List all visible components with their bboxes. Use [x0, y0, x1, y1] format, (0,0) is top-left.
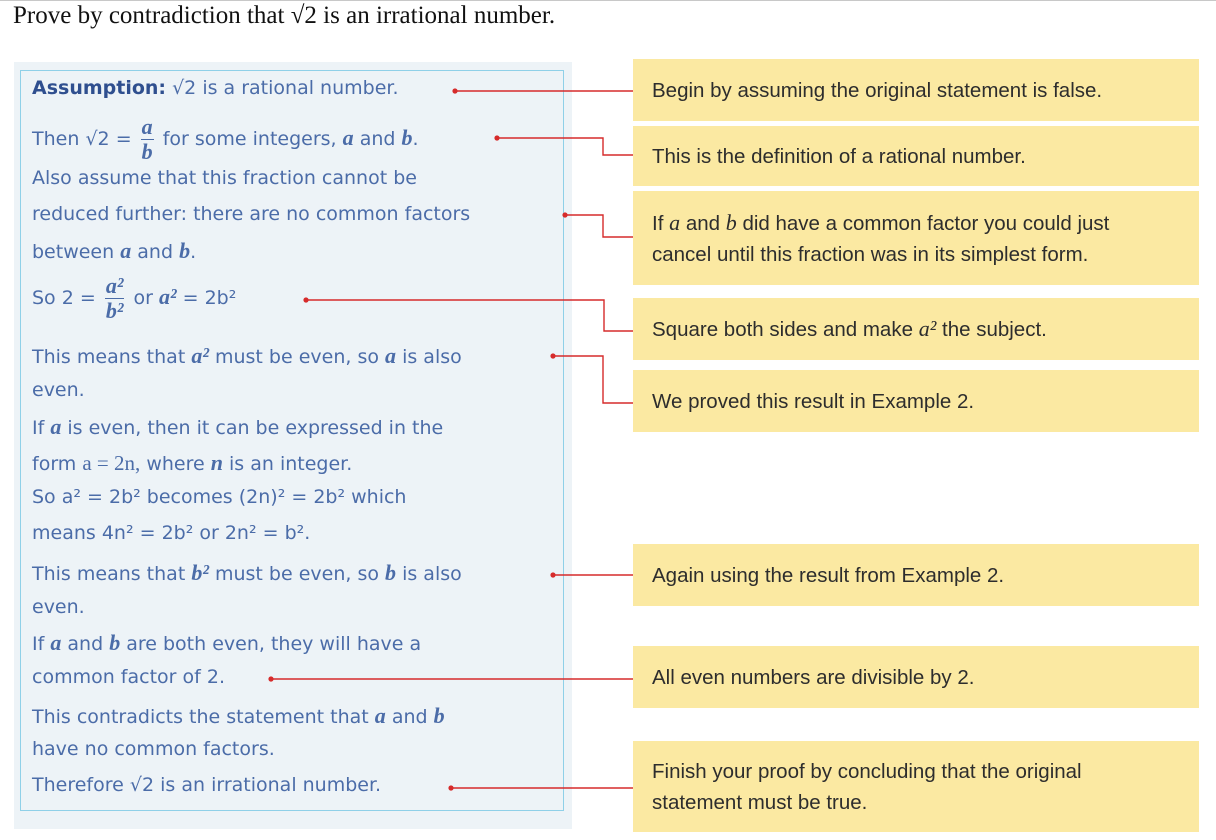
numerator: a: [141, 114, 153, 139]
proof-text: or: [133, 287, 153, 309]
proof-text: between: [32, 241, 115, 263]
denominator: b: [141, 139, 153, 164]
sqrt2: √2: [85, 128, 110, 150]
proof-text: are both even, they will have a: [126, 633, 422, 655]
callout-assumption: [633, 59, 1199, 121]
sqrt2: √2: [129, 774, 155, 796]
proof-text: and: [359, 128, 396, 150]
var-a-squared: a²: [918, 316, 937, 341]
callout-text: Again using the result from Example 2.: [652, 563, 1005, 587]
callout-text: We proved this result in Example 2.: [652, 389, 975, 413]
fraction-a2-over-b2: [105, 275, 125, 322]
proof-line: even.: [32, 596, 85, 618]
proof-text: = 2b²: [182, 287, 237, 309]
top-rule: [0, 0, 1216, 1]
proof-text: is a rational number.: [202, 77, 399, 99]
proof-text: form: [32, 453, 77, 475]
callout-text: Square both sides and make: [652, 318, 913, 341]
callout-text: did have a common factor you could just: [742, 211, 1110, 235]
callout-text: Begin by assuming the original statement is false.: [652, 78, 1103, 102]
sqrt2: √2: [172, 77, 197, 99]
var-b: b: [109, 630, 121, 655]
proof-line: means 4n² = 2b² or 2n² = b².: [32, 522, 311, 544]
proof-line: have no common factors.: [32, 738, 275, 760]
proof-line: [32, 450, 352, 476]
proof-text: Then: [32, 128, 80, 150]
var-a-squared: a²: [158, 284, 177, 309]
proof-text: is an irrational number.: [160, 774, 382, 796]
proof-text: If: [32, 417, 45, 439]
proof-line-square: [32, 275, 236, 322]
callout-common-factor: [633, 191, 1199, 285]
callout-text: statement must be true.: [652, 790, 868, 814]
var-a: a: [50, 630, 62, 655]
question-heading: Prove by contradiction that √2 is an irrational number.: [13, 2, 556, 29]
var-b: b: [385, 560, 397, 585]
callout-text: All even numbers are divisible by 2.: [652, 665, 975, 689]
proof-line: [32, 703, 445, 729]
callout-again-example2: [633, 544, 1199, 606]
denominator: b²: [105, 298, 124, 323]
proof-text: where: [146, 453, 205, 475]
var-b-squared: b²: [191, 560, 209, 585]
fraction-a-over-b: [141, 116, 154, 163]
proof-text: must be even, so: [214, 346, 379, 368]
proof-text: .: [412, 128, 419, 150]
proof-line: [32, 560, 462, 586]
var-a: a: [342, 125, 354, 150]
proof-text: .: [190, 241, 197, 263]
proof-line-definition: [32, 116, 419, 163]
var-n: n: [210, 450, 223, 475]
proof-line: [32, 630, 421, 656]
assumption-label: Assumption:: [32, 77, 167, 99]
proof-text: and: [67, 633, 104, 655]
var-a: a: [385, 343, 397, 368]
proof-text: is also: [402, 346, 462, 368]
proof-text: is an integer.: [229, 453, 353, 475]
callout-text: Finish your proof by concluding that the original: [652, 759, 1082, 783]
callout-text: [652, 207, 1185, 239]
proof-line-assumption: [32, 77, 399, 99]
callout-text: and: [685, 211, 721, 235]
proof-text: for some integers,: [162, 128, 337, 150]
proof-text: This contradicts the statement that: [32, 706, 369, 728]
proof-text: This means that: [32, 346, 186, 368]
proof-text: and: [137, 241, 174, 263]
var-a: a: [120, 238, 132, 263]
proof-line: common factor of 2.: [32, 666, 225, 688]
callout-text: If: [652, 211, 664, 235]
connector-3: [565, 215, 633, 237]
proof-line: Also assume that this fraction cannot be: [32, 167, 417, 189]
equals-sign: =: [115, 128, 132, 150]
callout-text: cancel until this fraction was in its simplest form.: [652, 242, 1089, 266]
proof-text: Therefore: [32, 774, 124, 796]
callout-example2: [633, 370, 1199, 432]
proof-line: [32, 238, 196, 264]
equation: a = 2n,: [82, 451, 141, 475]
proof-line: [32, 343, 462, 369]
var-a-squared: a²: [191, 343, 209, 368]
var-b: b: [725, 209, 737, 235]
var-a: a: [374, 703, 386, 728]
proof-line: reduced further: there are no common factors: [32, 203, 471, 225]
proof-line-conclusion: [32, 774, 381, 796]
proof-line: even.: [32, 379, 85, 401]
callout-conclusion: [633, 741, 1199, 832]
proof-text: must be even, so: [214, 563, 379, 585]
var-a: a: [669, 209, 681, 235]
proof-line: [32, 414, 443, 440]
callout-text: This is the definition of a rational number.: [652, 144, 1026, 168]
callout-text: [652, 313, 1185, 345]
callout-text: the subject.: [942, 318, 1047, 341]
var-a: a: [50, 414, 62, 439]
proof-text: is also: [402, 563, 462, 585]
proof-text: and: [391, 706, 428, 728]
var-b: b: [401, 125, 413, 150]
callout-divisible: [633, 646, 1199, 708]
proof-text: This means that: [32, 563, 186, 585]
proof-text: If: [32, 633, 45, 655]
proof-text: is even, then it can be expressed in the: [67, 417, 444, 439]
proof-text: So 2 =: [32, 287, 96, 309]
numerator: a²: [105, 273, 124, 298]
callout-square: [633, 298, 1199, 360]
var-b: b: [179, 238, 191, 263]
callout-definition: [633, 126, 1199, 186]
var-b: b: [433, 703, 445, 728]
proof-line: So a² = 2b² becomes (2n)² = 2b² which: [32, 486, 407, 508]
